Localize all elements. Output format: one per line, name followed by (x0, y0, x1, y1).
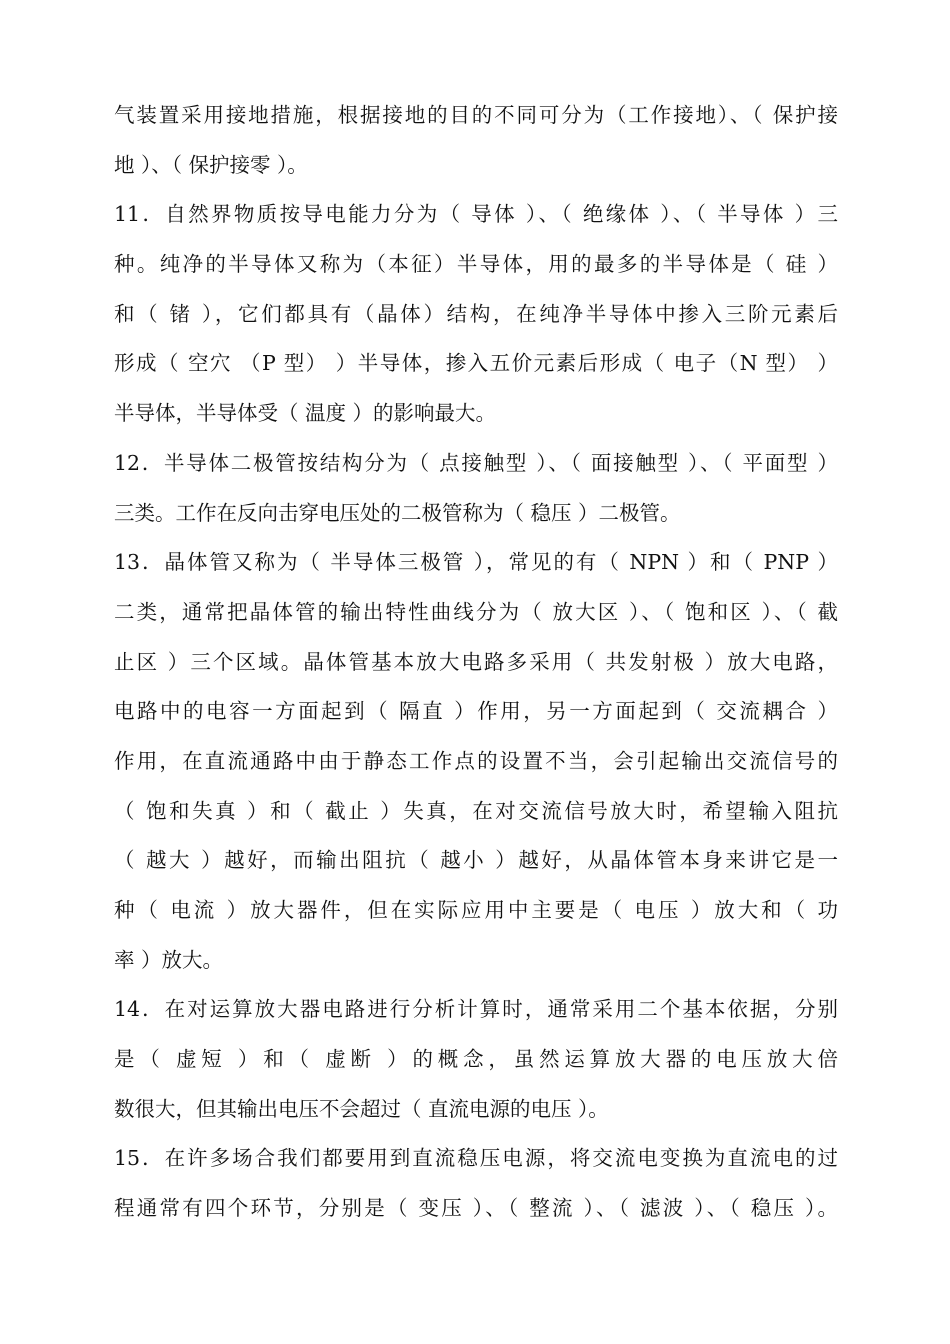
paragraph-15 (114, 1134, 838, 1233)
text-line: 地 ）、（ 保护接零 ）。 (114, 152, 308, 177)
text-line: 半导体，半导体受（ 温度 ）的影响最大。 (114, 401, 497, 426)
text-line: 形成（ 空穴 （P 型） ）半导体，掺入五价元素后形成（ 电子（N 型） ） (114, 351, 838, 376)
text-line: 是（ 虚短 ）和（ 虚断 ）的概念，虽然运算放大器的电压放大倍 (114, 1047, 838, 1072)
text-line: 和（ 锗 ），它们都具有（晶体）结构，在纯净半导体中掺入三阶元素后 (114, 301, 838, 326)
text-line: 12．半导体二极管按结构分为（ 点接触型 ）、（ 面接触型 ）、（ 平面型 ） (114, 450, 838, 475)
text-line: 种。纯净的半导体又称为（本征）半导体，用的最多的半导体是（ 硅 ） (114, 252, 838, 277)
text-line: 率 ）放大。 (114, 947, 224, 972)
paragraph-14 (114, 985, 838, 1134)
paragraph-12 (114, 439, 838, 538)
text-line: 数很大，但其输出电压不会超过（ 直流电源的电压 ）。 (114, 1096, 609, 1121)
paragraph-10-continued (114, 91, 838, 190)
text-line: 种（ 电流 ）放大器件，但在实际应用中主要是（ 电压 ）放大和（ 功 (114, 898, 838, 922)
paragraph-13 (114, 538, 838, 985)
text-line: 电路中的电容一方面起到（ 隔直 ）作用，另一方面起到（ 交流耦合 ） (114, 699, 838, 724)
text-line: （ 饱和失真 ）和（ 截止 ）失真，在对交流信号放大时，希望输入阻抗 (114, 798, 838, 823)
text-line: 止区 ）三个区域。晶体管基本放大电路多采用（ 共发射极 ）放大电路， (114, 649, 838, 674)
text-line: 11．自然界物质按导电能力分为（ 导体 ）、（ 绝缘体 ）、（ 半导体 ）三 (114, 202, 838, 227)
text-line: 程通常有四个环节，分别是（ 变压 ）、（ 整流 ）、（ 滤波 ）、（ 稳压 ）。 (114, 1196, 838, 1221)
text-line: 13．晶体管又称为（ 半导体三极管 ），常见的有（ NPN ）和（ PNP ） (114, 550, 838, 575)
paragraph-11 (114, 190, 838, 438)
text-line: 气装置采用接地措施，根据接地的目的不同可分为（工作接地）、（ 保护接 (114, 103, 838, 127)
text-line: 三类。工作在反向击穿电压处的二极管称为（ 稳压 ）二极管。 (114, 500, 681, 525)
text-line: 15．在许多场合我们都要用到直流稳压电源，将交流电变换为直流电的过 (114, 1146, 838, 1171)
text-line: 14．在对运算放大器电路进行分析计算时，通常采用二个基本依据，分别 (114, 997, 838, 1022)
text-line: 二类，通常把晶体管的输出特性曲线分为（ 放大区 ）、（ 饱和区 ）、（ 截 (114, 599, 838, 624)
text-line: 作用，在直流通路中由于静态工作点的设置不当，会引起输出交流信号的 (114, 748, 838, 773)
document-body (114, 91, 838, 1234)
text-line: （ 越大 ）越好，而输出阻抗（ 越小 ）越好，从晶体管本身来讲它是一 (114, 848, 838, 873)
